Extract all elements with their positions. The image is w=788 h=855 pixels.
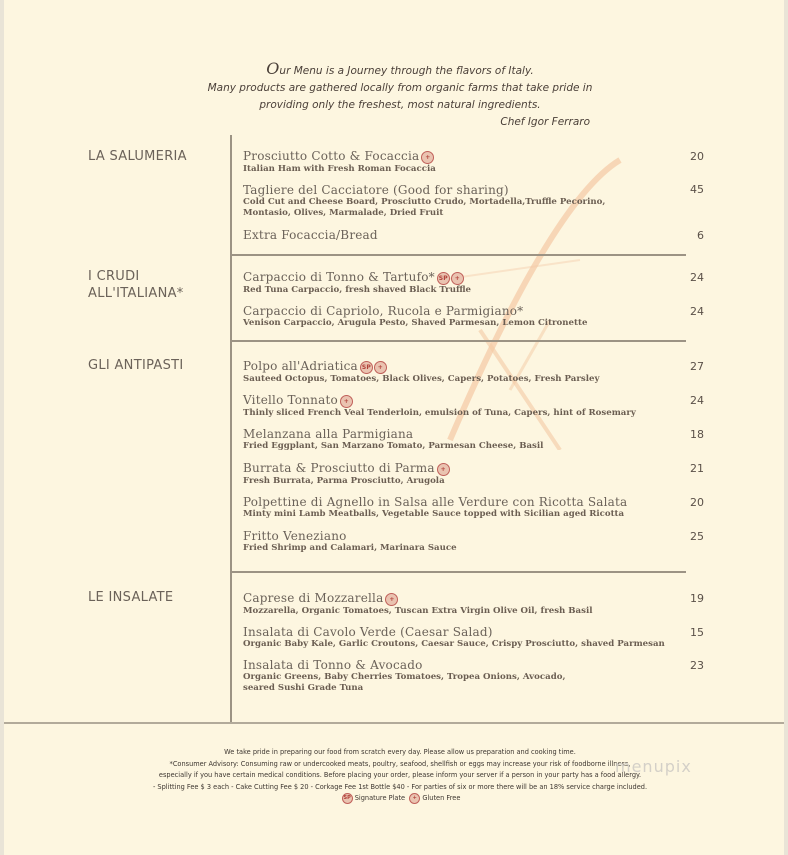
item-price: 6 bbox=[697, 229, 704, 242]
item-price: 21 bbox=[690, 462, 704, 475]
menu-item: Caprese di Mozzarella + Mozzarella, Organic Tomatoes, Tuscan Extra Virgin Olive Oil, fresh Basil bbox=[243, 591, 593, 616]
footer-divider bbox=[4, 722, 784, 724]
item-price: 23 bbox=[690, 659, 704, 672]
menu-item: Polpo all'Adriatica SP + Sauteed Octopus, Tomatoes, Black Olives, Capers, Potatoes, Fresh Parsley bbox=[243, 359, 600, 384]
section-title-antipasti: GLI ANTIPASTI bbox=[88, 358, 184, 373]
chef-signature: Chef Igor Ferraro bbox=[500, 116, 590, 128]
item-price: 27 bbox=[690, 360, 704, 373]
menu-item: Fritto Veneziano Fried Shrimp and Calamari, Marinara Sauce bbox=[243, 529, 457, 553]
section-divider bbox=[232, 254, 686, 256]
item-price: 19 bbox=[690, 592, 704, 605]
signature-plate-icon: SP bbox=[342, 793, 353, 804]
menu-item: Carpaccio di Capriolo, Rucola e Parmigiano* Venison Carpaccio, Arugula Pesto, Shaved Parmesan, Lemon Citronette bbox=[243, 304, 588, 328]
item-price: 20 bbox=[690, 496, 704, 509]
menu-item: Carpaccio di Tonno & Tartufo* SP + Red Tuna Carpaccio, fresh shaved Black Truffle bbox=[243, 270, 472, 295]
page-edge-right bbox=[784, 0, 788, 855]
menu-item: Burrata & Prosciutto di Parma + Fresh Burrata, Parma Prosciutto, Arugola bbox=[243, 461, 703, 487]
signature-plate-icon: SP bbox=[360, 361, 373, 374]
menu-item: Vitello Tonnato + Thinly sliced French Veal Tenderloin, emulsion of Tuna, Capers, hint of Rosemary bbox=[243, 393, 636, 418]
item-price: 24 bbox=[690, 305, 704, 318]
section-title-salumeria: LA SALUMERIA bbox=[88, 149, 187, 164]
section-divider bbox=[232, 340, 686, 342]
gluten-free-icon: + bbox=[409, 793, 420, 804]
gluten-free-icon: + bbox=[421, 151, 434, 164]
consumer-advisory: *Consumer Advisory: Consuming raw or undercooked meats, poultry, seafood, shellfish or eggs may increase your risk of foodborne illness, bbox=[169, 759, 631, 768]
watermark-text: menupix bbox=[615, 757, 692, 776]
gluten-free-icon: + bbox=[340, 395, 353, 408]
menu-item: Polpettine di Agnello in Salsa alle Verdure con Ricotta Salata Minty mini Lamb Meatballs, Vegetable Sauce topped with Sicilian aged Ricotta bbox=[243, 495, 628, 519]
item-price: 45 bbox=[690, 183, 704, 196]
signature-plate-icon: SP bbox=[437, 272, 450, 285]
item-price: 24 bbox=[690, 394, 704, 407]
section-divider bbox=[232, 571, 686, 573]
footer-line-1: We take pride in preparing our food from scratch every day. Please allow us preparation and cooking time. bbox=[224, 748, 576, 756]
item-price: 20 bbox=[690, 150, 704, 163]
menu-item: Insalata di Tonno & Avocado Organic Greens, Baby Cherries Tomatoes, Tropea Onions, Avocado, seared Sushi Grade Tuna bbox=[243, 658, 566, 693]
gluten-free-icon: + bbox=[451, 272, 464, 285]
item-price: 15 bbox=[690, 626, 704, 639]
menu-item: Extra Focaccia/Bread bbox=[243, 228, 378, 242]
column-divider bbox=[230, 135, 232, 723]
menu-item: Tagliere del Cacciatore (Good for sharing) Cold Cut and Cheese Board, Prosciutto Crudo, Mortadella,Truffle Pecorino, Montasio, Olives, Marmalade, Dried Fruit bbox=[243, 183, 606, 218]
menu-item: Melanzana alla Parmigiana Fried Eggplant, San Marzano Tomato, Parmesan Cheese, Basil bbox=[243, 427, 544, 451]
menu-item: Insalata di Cavolo Verde (Caesar Salad) Organic Baby Kale, Garlic Croutons, Caesar Sauce, Crispy Prosciutto, shaved Parmesan bbox=[243, 625, 665, 649]
menu-footer bbox=[100, 747, 700, 805]
menu-item: Prosciutto Cotto & Focaccia + Italian Ham with Fresh Roman Focaccia bbox=[243, 149, 436, 174]
gluten-free-icon: + bbox=[437, 463, 450, 476]
gluten-free-icon: + bbox=[374, 361, 387, 374]
intro-line-3: providing only the freshest, most natural ingredients. bbox=[259, 99, 541, 111]
item-price: 18 bbox=[690, 428, 704, 441]
section-title-insalate: LE INSALATE bbox=[88, 590, 174, 605]
fees-line: - Splitting Fee $ 3 each - Cake Cutting Fee $ 20 - Corkage Fee 1st Bottle $40 - For parties of six or more there will be an 18% service charge included. bbox=[152, 782, 648, 791]
section-title-crudi: I CRUDI ALL'ITALIANA* bbox=[88, 269, 184, 301]
intro-line-1: Our Menu is a Journey through the flavors of Italy. bbox=[266, 59, 534, 78]
badge-legend: SP Signature Plate + Gluten Free bbox=[343, 794, 461, 802]
gluten-free-icon: + bbox=[385, 593, 398, 606]
menu-intro bbox=[190, 60, 610, 114]
intro-line-2: Many products are gathered locally from organic farms that take pride in bbox=[207, 82, 593, 94]
footer-line-3: especially if you have certain medical conditions. Before placing your order, please inform your server if a person in your party has a food allergy. bbox=[158, 771, 642, 779]
item-price: 24 bbox=[690, 271, 704, 284]
item-price: 25 bbox=[690, 530, 704, 543]
